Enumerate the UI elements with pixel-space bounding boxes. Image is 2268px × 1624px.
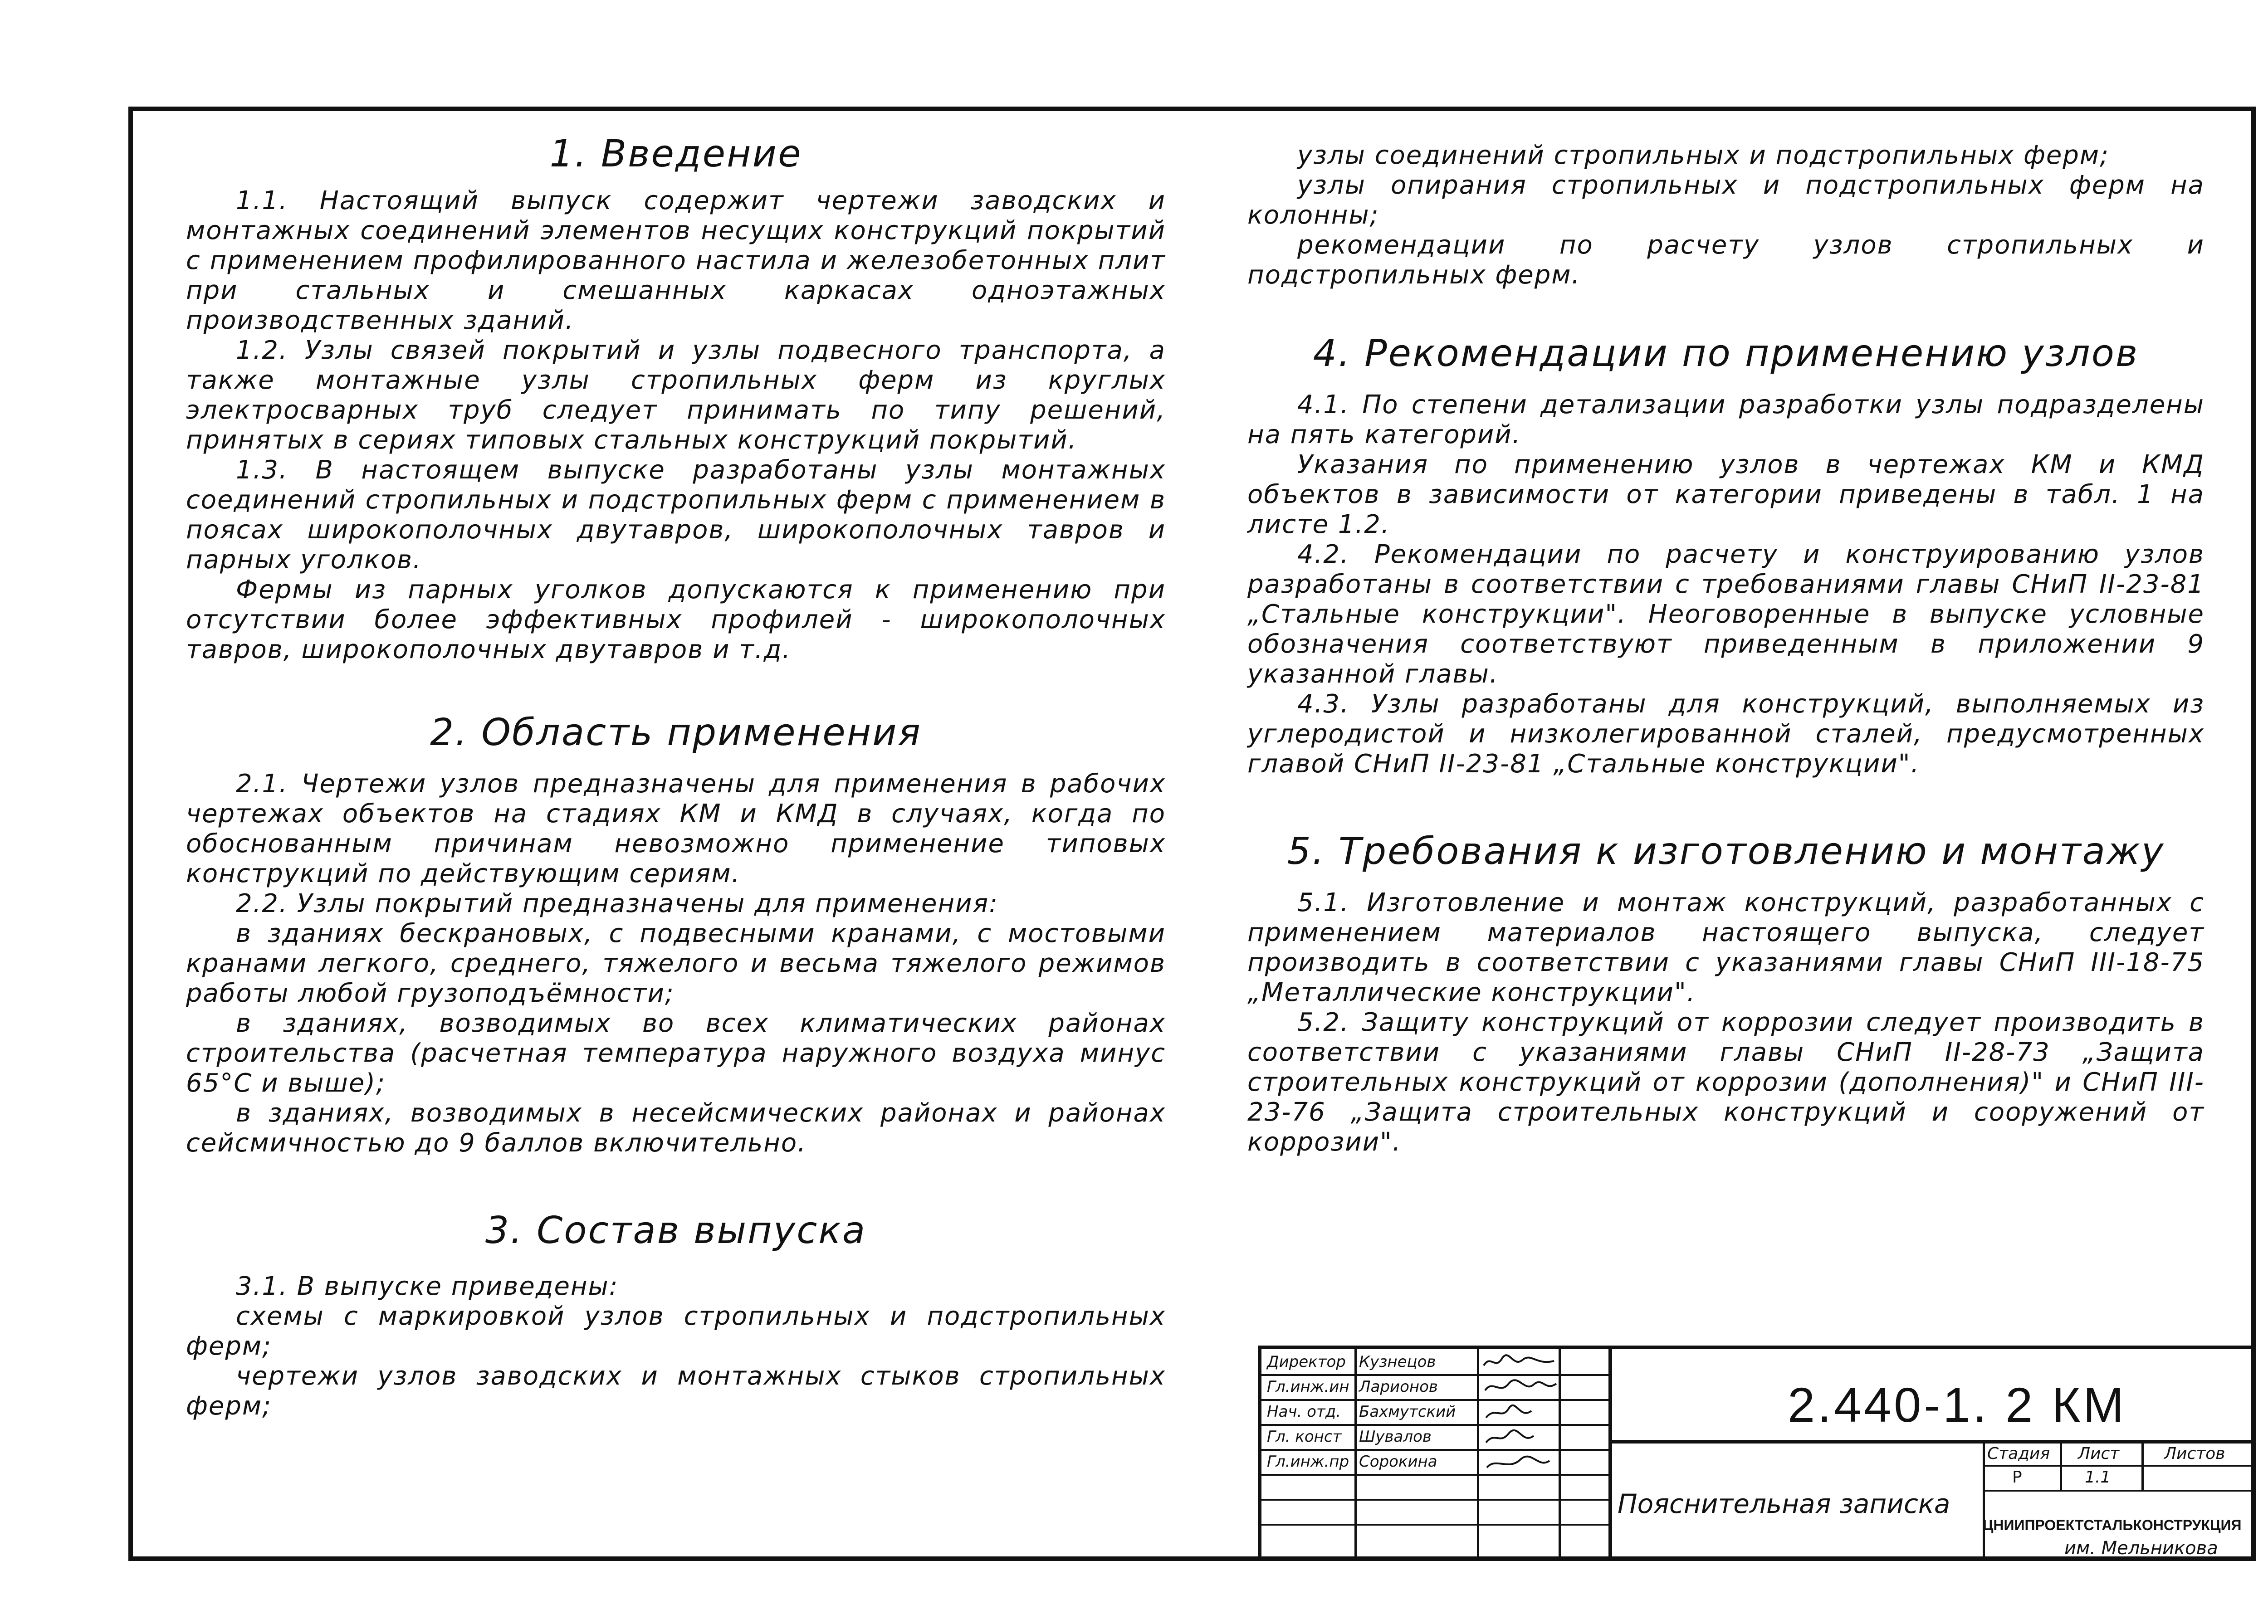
paragraph-3-2: схемы с маркировкой узлов стропильных и подстропильных ферм;	[186, 1302, 1166, 1361]
tb-role-2: Гл.инж.ин	[1267, 1378, 1349, 1396]
paragraph-3-6: рекомендации по расчету узлов стропильных и подстропильных ферм.	[1247, 230, 2204, 290]
section-5-title: 5. Требования к изготовлению и монтажу	[1287, 830, 2165, 873]
sheets-header: Листов	[2164, 1444, 2225, 1463]
tb-row-line	[1983, 1465, 2256, 1467]
paragraph-2-3: в зданиях бескрановых, с подвесными кранами, с мостовыми кранами легкого, среднего, тяжелого и весьма тяжелого режимов работы любой грузоподъёмности;	[186, 919, 1166, 1008]
paragraph-2-2: 2.2. Узлы покрытий предназначены для применения:	[236, 889, 999, 918]
tb-row-line	[1983, 1490, 2256, 1492]
tb-name-3: Бахмутский	[1359, 1403, 1456, 1421]
tb-role-5: Гл.инж.пр	[1267, 1453, 1349, 1471]
section-2-title: 2. Область применения	[430, 711, 922, 754]
tb-divider	[2141, 1440, 2144, 1490]
paragraph-1-1: 1.1. Настоящий выпуск содержит чертежи заводских и монтажных соединений элементов несущих конструкций покрытий с применением профилированного настила и железобетонных плит при стальных и смешанных каркасах одноэтажных производственных зданий.	[186, 186, 1166, 335]
paragraph-4-2: Указания по применению узлов в чертежах КМ и КМД объектов в зависимости от категории приведены в табл. 1 на листе 1.2.	[1247, 450, 2204, 539]
tb-role-1: Директор	[1267, 1353, 1346, 1371]
paragraph-3-3: чертежи узлов заводских и монтажных стыков стропильных ферм;	[186, 1361, 1166, 1421]
tb-row-line	[1261, 1499, 1608, 1501]
tb-divider	[1559, 1349, 1561, 1561]
document-code: 2.440-1. 2 КМ	[1788, 1377, 2127, 1432]
tb-divider	[1983, 1440, 1985, 1561]
paragraph-4-4: 4.3. Узлы разработаны для конструкций, выполняемых из углеродистой и низколегированной сталей, предусмотренных главой СНиП II-23-81 „Стальные конструкции".	[1247, 689, 2204, 779]
tb-divider	[1608, 1349, 1612, 1561]
paragraph-1-3: 1.3. В настоящем выпуске разработаны узлы монтажных соединений стропильных и подстропильных ферм с применением в поясах широкополочных двутавров, широкополочных тавров и парных уголков.	[186, 455, 1166, 575]
tb-row-line	[1261, 1524, 1608, 1526]
paragraph-3-4: узлы соединений стропильных и подстропильных ферм;	[1297, 141, 2109, 170]
section-3-title: 3. Состав выпуска	[485, 1209, 867, 1252]
tb-name-4: Шувалов	[1359, 1428, 1432, 1446]
organization-name: ЦНИИПРОЕКТСТАЛЬКОНСТРУКЦИЯ	[1983, 1517, 2242, 1533]
section-1-title: 1. Введение	[549, 132, 802, 176]
tb-divider	[1477, 1349, 1479, 1561]
paragraph-5-2: 5.2. Защиту конструкций от коррозии следует производить в соответствии с указаниями главы СНиП II-28-73 „Защита строительных конструкций от коррозии (дополнения)" и СНиП III-23-76 „Защита строительных конструкций и сооружений от коррозии".	[1247, 1008, 2204, 1157]
sheet-header: Лист	[2078, 1444, 2120, 1463]
left-column	[186, 132, 1166, 1421]
signatures	[1481, 1352, 1559, 1474]
tb-role-4: Гл. конст	[1267, 1428, 1342, 1446]
tb-name-2: Ларионов	[1359, 1378, 1438, 1396]
paragraph-2-1: 2.1. Чертежи узлов предназначены для применения в рабочих чертежах объектов на стадиях КМ и КМД в случаях, когда по обоснованным причинам невозможно применение типовых конструкций по действующим сериям.	[186, 769, 1166, 888]
title-block	[1258, 1346, 2256, 1561]
organization-subtitle: им. Мельникова	[2064, 1538, 2218, 1559]
sheet-value: 1.1	[2085, 1468, 2111, 1487]
paragraph-2-5: в зданиях, возводимых в несейсмических районах и районах сейсмичностью до 9 баллов включительно.	[186, 1098, 1166, 1158]
section-4-title: 4. Рекомендации по применению узлов	[1313, 332, 2139, 375]
paragraph-5-1: 5.1. Изготовление и монтаж конструкций, разработанных с применением материалов настоящего выпуска, следует производить в соответствии с указаниями главы СНиП III-18-75 „Металлические конструкции".	[1247, 888, 2204, 1007]
tb-name-1: Кузнецов	[1359, 1353, 1436, 1371]
tb-divider	[1354, 1349, 1357, 1561]
tb-name-5: Сорокина	[1359, 1453, 1437, 1471]
tb-divider	[2060, 1440, 2062, 1490]
stage-header: Стадия	[1987, 1444, 2050, 1463]
right-column	[1247, 141, 2204, 1157]
paragraph-1-2: 1.2. Узлы связей покрытий и узлы подвесного транспорта, а также монтажные узлы стропильных ферм из круглых электросварных труб следует принимать по типу решений, принятых в сериях типовых стальных конструкций покрытий.	[186, 336, 1166, 455]
stage-value: Р	[2012, 1468, 2022, 1487]
paragraph-2-4: в зданиях, возводимых во всех климатических районах строительства (расчетная температура наружного воздуха минус 65°С и выше);	[186, 1009, 1166, 1098]
document-title: Пояснительная записка	[1618, 1488, 1950, 1519]
paragraph-4-1: 4.1. По степени детализации разработки узлы подразделены на пять категорий.	[1247, 390, 2204, 449]
paragraph-3-1: 3.1. В выпуске приведены:	[236, 1272, 619, 1301]
paragraph-1-4: Фермы из парных уголков допускаются к применению при отсутствии более эффективных профилей - широкополочных тавров, широкополочных двутавров и т.д.	[186, 575, 1166, 664]
tb-role-3: Нач. отд.	[1267, 1403, 1341, 1421]
paragraph-4-3: 4.2. Рекомендации по расчету и конструированию узлов разработаны в соответствии с требованиями главы СНиП II-23-81 „Стальные конструкции". Неоговоренные в выпуске условные обозначения соответствуют приведенным в приложении 9 указанной главы.	[1247, 540, 2204, 689]
paragraph-3-5: узлы опирания стропильных и подстропильных ферм на колонны;	[1247, 171, 2204, 230]
tb-row-line	[1608, 1440, 2256, 1444]
